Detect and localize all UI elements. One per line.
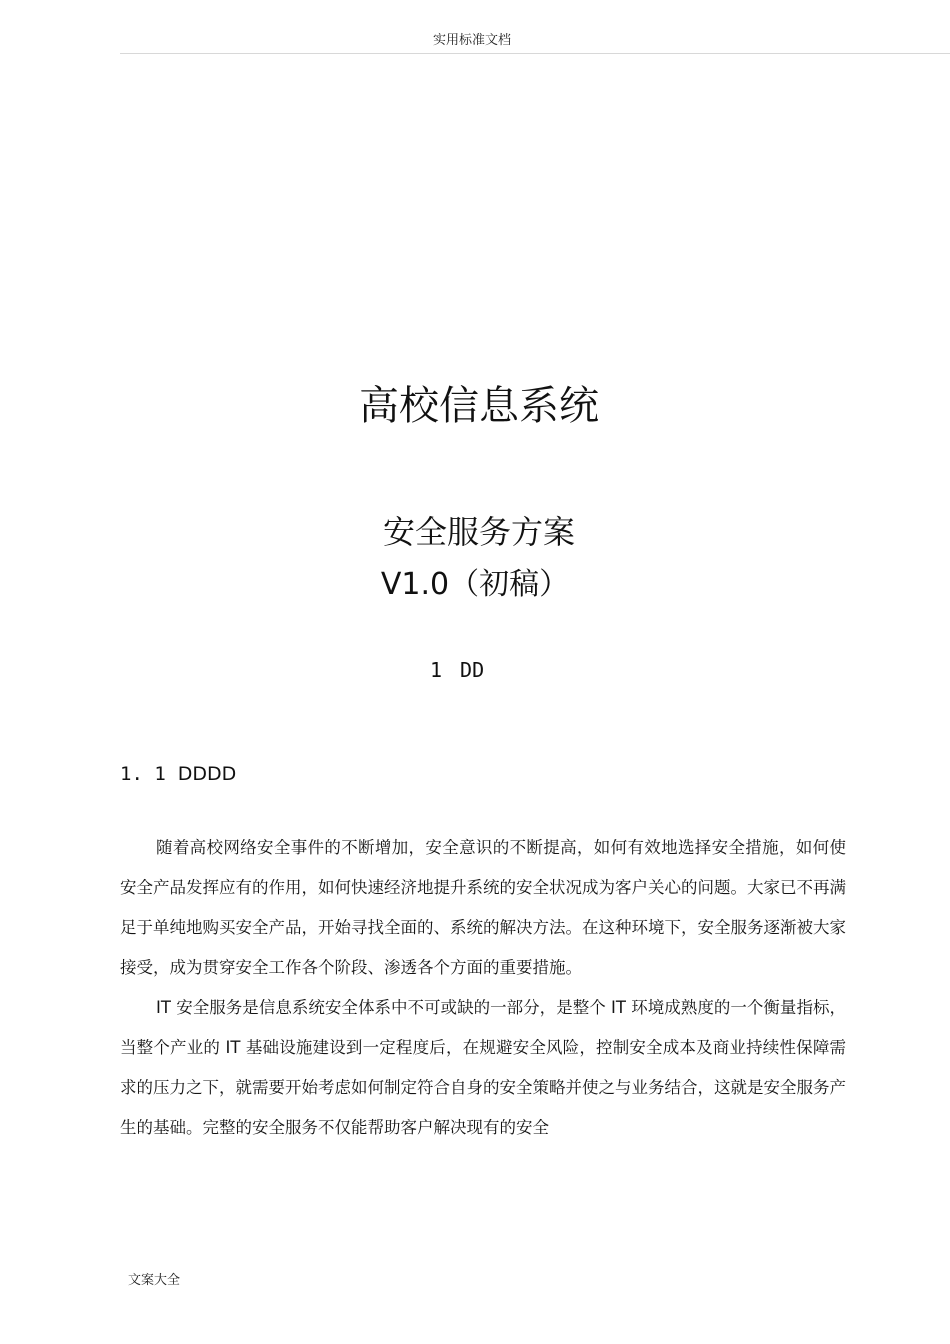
section-title: DD — [460, 658, 485, 682]
document-subtitle: 安全服务方案 — [382, 513, 575, 551]
paragraph: 随着高校网络安全事件的不断增加，安全意识的不断提高，如何有效地选择安全措施，如何使安全产品发挥应有的作用，如何快速经济地提升系统的安全状况成为客户关心的问题。大家已不再满足于单纯地购买安全产品，开始寻找全面的、系统的解决方法。在这种环境下，安全服务逐渐被大家接受，成为贯穿安全工作各个阶段、渗透各个方面的重要措施。 — [120, 838, 846, 977]
document-title: 高校信息系统 — [359, 383, 599, 429]
document-version: V1.0（初稿） — [380, 567, 570, 602]
header-rule — [120, 53, 950, 54]
section-number: 1 — [430, 658, 443, 682]
section-heading-1 — [430, 657, 484, 683]
body-text — [120, 828, 846, 1148]
subsection-title: DDDD — [177, 763, 237, 785]
subsection-number: 1. 1 — [120, 763, 166, 785]
paragraph: IT 安全服务是信息系统安全体系中不可或缺的一部分，是整个 IT 环境成熟度的一个衡量指标，当整个产业的 IT 基础设施建设到一定程度后，在规避安全风险，控制安全成本及商业持续性保障需求的压力之下，就需要开始考虑如何制定符合自身的安全策略并使之与业务结合，这就是安全服务产生的基础。完整的安全服务不仅能帮助客户解决现有的安全 — [120, 998, 846, 1137]
section-heading-1-1 — [120, 761, 236, 787]
page-header: 实用标准文档 — [433, 33, 512, 48]
page-footer: 文案大全 — [128, 1273, 181, 1288]
